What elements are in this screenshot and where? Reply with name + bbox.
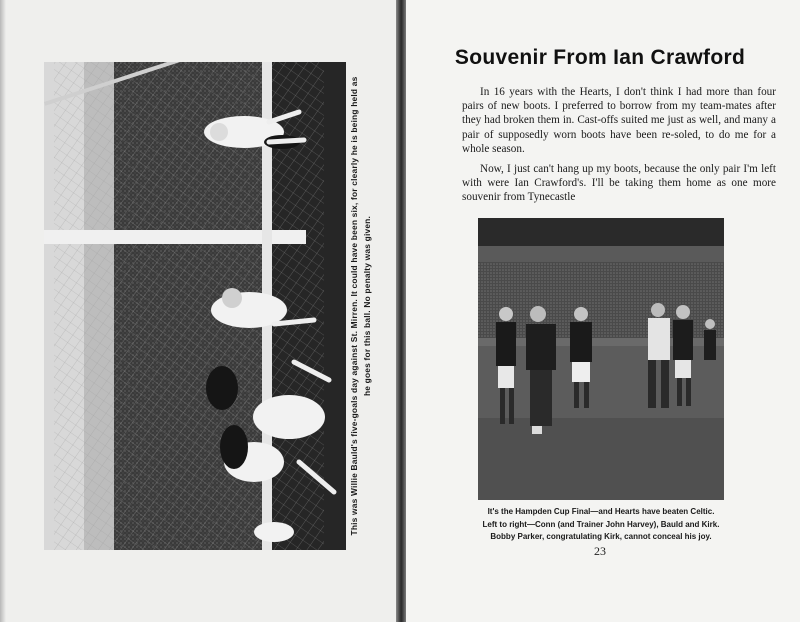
goalmouth-photo-graphic (44, 62, 346, 550)
book-gutter (396, 0, 406, 622)
article-paragraph-2: Now, I just can't hang up my boots, because the only pair I'm left with were Ian Crawford's. I'll be taking them home as one more souvenir from Tynecastle (462, 163, 776, 204)
page-number: 23 (594, 544, 606, 558)
left-caption-line-2: he goes for this ball. No penalty was given. (362, 215, 372, 397)
page-edge-shadow (0, 0, 6, 622)
right-caption-line-2: Left to right—Conn (and Trainer John Harvey), Bauld and Kirk. (482, 519, 720, 529)
left-photo-caption (348, 62, 388, 550)
article-body (462, 85, 776, 211)
right-caption-line-3: Bobby Parker, congratulating Kirk, cannot conceal his joy. (490, 532, 712, 541)
left-caption-line-1: This was Willie Bauld's five-goals day against St. Mirren. It could have been six, for clearly he is being held as (349, 76, 359, 536)
right-caption-line-1: It's the Hampden Cup Final—and Hearts have beaten Celtic. (487, 507, 715, 516)
cup-final-photo-graphic (478, 218, 724, 500)
article-title: Souvenir From Ian Crawford (454, 46, 746, 69)
cup-final-photo (478, 218, 724, 500)
goalmouth-photo (44, 62, 346, 550)
article-paragraph-1: In 16 years with the Hearts, I don't think I had more than four pairs of new boots. I preferred to borrow from my team-mates after they had broken them in. Cast-offs suited me just as well, and many a pair of supposedly worn boots have been re-soled, to do me for a whole season. (462, 86, 776, 155)
right-photo-caption (468, 506, 734, 544)
